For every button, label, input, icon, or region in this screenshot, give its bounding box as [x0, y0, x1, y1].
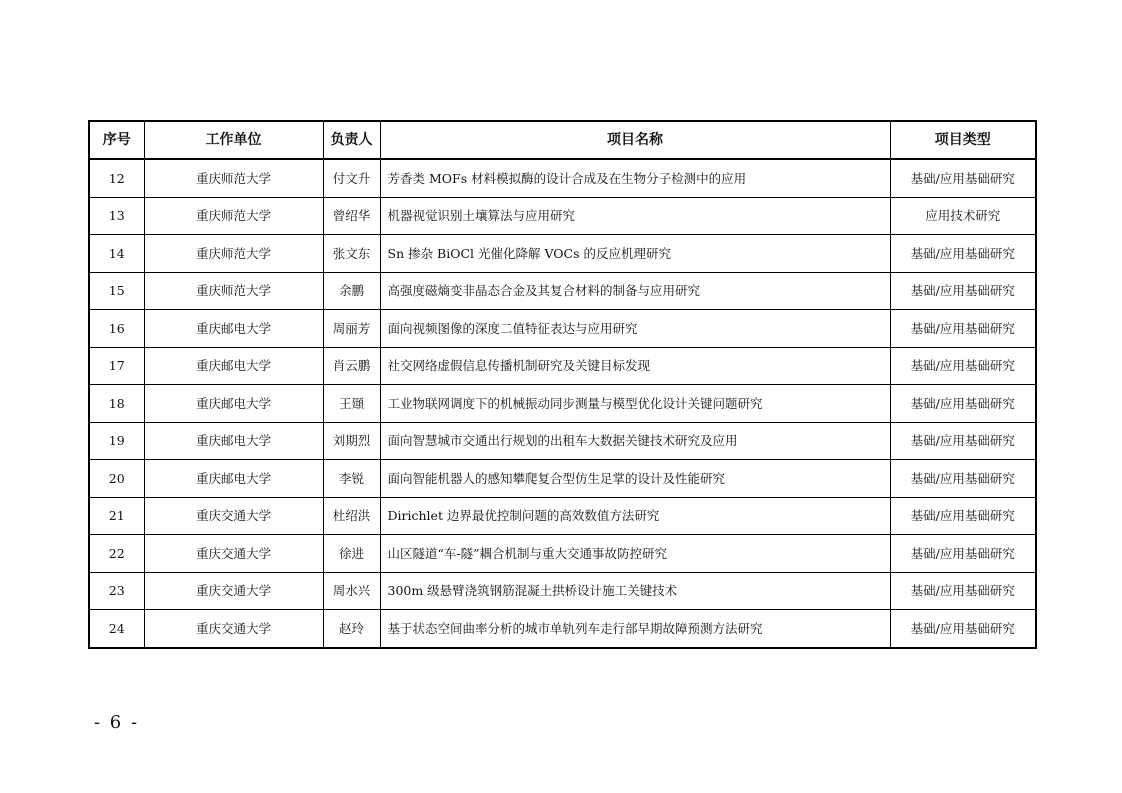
- header-no: 序号: [89, 121, 144, 159]
- cell-leader: 徐进: [323, 535, 380, 573]
- cell-unit: 重庆交通大学: [144, 610, 323, 648]
- cell-type: 基础/应用基础研究: [890, 235, 1036, 273]
- cell-project: 芳香类 MOFs 材料模拟酶的设计合成及在生物分子检测中的应用: [380, 159, 890, 197]
- cell-type: 基础/应用基础研究: [890, 497, 1036, 535]
- header-project: 项目名称: [380, 121, 890, 159]
- cell-leader: 曾绍华: [323, 197, 380, 235]
- table-row: [89, 385, 1036, 423]
- cell-type: 基础/应用基础研究: [890, 310, 1036, 348]
- cell-unit: 重庆邮电大学: [144, 347, 323, 385]
- page-number: - 6 -: [94, 712, 140, 733]
- header-type: 项目类型: [890, 121, 1036, 159]
- cell-type: 基础/应用基础研究: [890, 385, 1036, 423]
- cell-type: 基础/应用基础研究: [890, 572, 1036, 610]
- cell-unit: 重庆交通大学: [144, 535, 323, 573]
- cell-project: 社交网络虚假信息传播机制研究及关键目标发现: [380, 347, 890, 385]
- cell-no: 17: [89, 347, 144, 385]
- cell-no: 16: [89, 310, 144, 348]
- table-row: [89, 572, 1036, 610]
- cell-project: 基于状态空间曲率分析的城市单轨列车走行部早期故障预测方法研究: [380, 610, 890, 648]
- cell-no: 14: [89, 235, 144, 273]
- table-row: [89, 610, 1036, 648]
- cell-type: 基础/应用基础研究: [890, 347, 1036, 385]
- cell-unit: 重庆邮电大学: [144, 460, 323, 498]
- cell-project: 工业物联网调度下的机械振动同步测量与模型优化设计关键问题研究: [380, 385, 890, 423]
- cell-project: Dirichlet 边界最优控制问题的高效数值方法研究: [380, 497, 890, 535]
- cell-unit: 重庆交通大学: [144, 497, 323, 535]
- cell-unit: 重庆师范大学: [144, 159, 323, 197]
- cell-unit: 重庆邮电大学: [144, 422, 323, 460]
- project-table: [88, 120, 1037, 649]
- cell-unit: 重庆交通大学: [144, 572, 323, 610]
- cell-leader: 付文升: [323, 159, 380, 197]
- table-row: [89, 310, 1036, 348]
- cell-project: 300m 级悬臂浇筑钢筋混凝土拱桥设计施工关键技术: [380, 572, 890, 610]
- cell-project: 面向智慧城市交通出行规划的出租车大数据关键技术研究及应用: [380, 422, 890, 460]
- cell-no: 24: [89, 610, 144, 648]
- cell-leader: 杜绍洪: [323, 497, 380, 535]
- cell-unit: 重庆师范大学: [144, 197, 323, 235]
- cell-project: 面向视频图像的深度二值特征表达与应用研究: [380, 310, 890, 348]
- cell-type: 应用技术研究: [890, 197, 1036, 235]
- cell-leader: 李锐: [323, 460, 380, 498]
- cell-project: Sn 掺杂 BiOCl 光催化降解 VOCs 的反应机理研究: [380, 235, 890, 273]
- header-unit: 工作单位: [144, 121, 323, 159]
- cell-leader: 张文东: [323, 235, 380, 273]
- table-row: [89, 197, 1036, 235]
- cell-leader: 肖云鹏: [323, 347, 380, 385]
- cell-unit: 重庆邮电大学: [144, 385, 323, 423]
- table-row: [89, 347, 1036, 385]
- table-row: [89, 460, 1036, 498]
- cell-project: 山区隧道“车-隧”耦合机制与重大交通事故防控研究: [380, 535, 890, 573]
- header-row: [89, 121, 1036, 159]
- cell-no: 22: [89, 535, 144, 573]
- cell-project: 机器视觉识别土壤算法与应用研究: [380, 197, 890, 235]
- cell-no: 23: [89, 572, 144, 610]
- cell-no: 15: [89, 272, 144, 310]
- cell-no: 12: [89, 159, 144, 197]
- cell-project: 面向智能机器人的感知攀爬复合型仿生足掌的设计及性能研究: [380, 460, 890, 498]
- cell-no: 19: [89, 422, 144, 460]
- cell-type: 基础/应用基础研究: [890, 422, 1036, 460]
- table-row: [89, 272, 1036, 310]
- cell-type: 基础/应用基础研究: [890, 610, 1036, 648]
- table-row: [89, 159, 1036, 197]
- table-row: [89, 235, 1036, 273]
- cell-type: 基础/应用基础研究: [890, 272, 1036, 310]
- table-row: [89, 535, 1036, 573]
- cell-no: 21: [89, 497, 144, 535]
- cell-project: 高强度磁熵变非晶态合金及其复合材料的制备与应用研究: [380, 272, 890, 310]
- cell-no: 13: [89, 197, 144, 235]
- header-leader: 负责人: [323, 121, 380, 159]
- cell-leader: 余鹏: [323, 272, 380, 310]
- cell-unit: 重庆师范大学: [144, 272, 323, 310]
- cell-type: 基础/应用基础研究: [890, 535, 1036, 573]
- table-row: [89, 497, 1036, 535]
- cell-leader: 刘期烈: [323, 422, 380, 460]
- cell-leader: 周水兴: [323, 572, 380, 610]
- cell-unit: 重庆师范大学: [144, 235, 323, 273]
- cell-no: 20: [89, 460, 144, 498]
- table-row: [89, 422, 1036, 460]
- cell-leader: 周丽芳: [323, 310, 380, 348]
- cell-no: 18: [89, 385, 144, 423]
- cell-leader: 赵玲: [323, 610, 380, 648]
- cell-type: 基础/应用基础研究: [890, 159, 1036, 197]
- table-body: [89, 159, 1036, 648]
- cell-leader: 王頲: [323, 385, 380, 423]
- cell-unit: 重庆邮电大学: [144, 310, 323, 348]
- table-header: [89, 121, 1036, 159]
- cell-type: 基础/应用基础研究: [890, 460, 1036, 498]
